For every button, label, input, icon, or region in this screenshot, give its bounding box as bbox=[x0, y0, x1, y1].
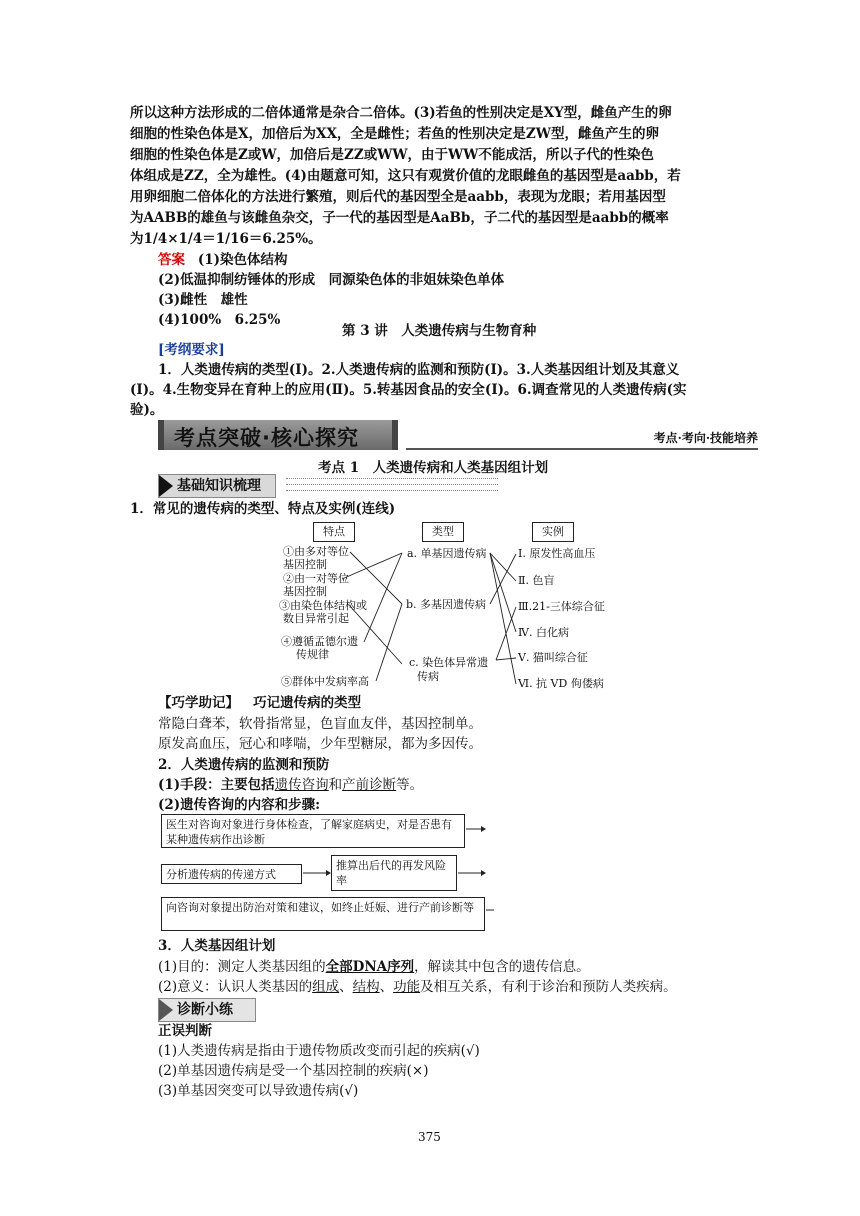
feature-2a: ②由一对等位 bbox=[283, 572, 349, 585]
header-types: 类型 bbox=[422, 522, 464, 542]
intro-line: 所以这种方法形成的二倍体通常是杂合二倍体。(3)若鱼的性别决定是XY型，雌鱼产生的卵 bbox=[130, 105, 672, 121]
exam-req-line: 1．人类遗传病的类型(Ⅰ)。2.人类遗传病的监测和预防(Ⅰ)。3.人类基因组计划及其意义 bbox=[158, 362, 680, 378]
header-features: 特点 bbox=[313, 522, 355, 542]
header-examples: 实例 bbox=[532, 522, 574, 542]
lecture-title: 第 3 讲 人类遗传病与生物育种 bbox=[342, 323, 537, 339]
text: 全部DNA序列 bbox=[325, 959, 415, 975]
type-c2: 传病 bbox=[417, 670, 439, 683]
exam-req-line: 验)。 bbox=[130, 402, 164, 418]
memo-verse-1: 常隐白聋苯，软骨指常显，色盲血友伴，基因控制单。 bbox=[158, 716, 482, 732]
text: (1)目的：测定人类基因组的 bbox=[158, 959, 326, 975]
flow-box-risk: 推算出后代的再发风险率 bbox=[331, 855, 457, 891]
text: 产前诊断 bbox=[342, 777, 397, 793]
tag-label: 诊断小练 bbox=[177, 1002, 233, 1018]
sec3-meaning bbox=[158, 977, 677, 997]
text: 功能 bbox=[393, 979, 421, 995]
flow-box-advice: 向咨询对象提出防治对策和建议，如终止妊娠、进行产前诊断等 bbox=[161, 897, 485, 931]
flow-box-diagnosis: 医生对咨询对象进行身体检查，了解家庭病史，对是否患有某种遗传病作出诊断 bbox=[161, 814, 465, 848]
answer-2: (2)低温抑制纺锤体的形成 同源染色体的非姐妹染色单体 bbox=[158, 272, 505, 288]
exam-req-line: (Ⅰ)。4.生物变异在育种上的应用(Ⅱ)。5.转基因食品的安全(Ⅰ)。6.调查常见的人类遗传病(实 bbox=[130, 382, 687, 398]
tag-label: 基础知识梳理 bbox=[177, 478, 261, 494]
feature-1a: ①由多对等位 bbox=[283, 545, 349, 558]
memo-verse-2: 原发高血压，冠心和哮喘，少年型糖尿，都为多因传。 bbox=[158, 736, 482, 752]
feature-3a: ③由染色体结构或 bbox=[279, 599, 367, 612]
memo-title: 巧记遗传病的类型 bbox=[253, 695, 362, 711]
example-1: Ⅰ. 原发性高血压 bbox=[518, 547, 596, 560]
sec2-title: 2．人类遗传病的监测和预防 bbox=[158, 757, 330, 773]
text: 和 bbox=[328, 777, 343, 793]
text: ，解读其中包含的遗传信息。 bbox=[414, 959, 590, 975]
intro-line: 为1/4×1/4＝1/16＝6.25%。 bbox=[130, 231, 322, 247]
memo-label: 【巧学助记】 bbox=[158, 695, 239, 711]
answer-4: (4)100% 6.25% bbox=[158, 312, 281, 328]
answer-1: (1)染色体结构 bbox=[197, 252, 288, 268]
example-2: Ⅱ. 色盲 bbox=[518, 574, 555, 587]
kaodian-title: 考点 1 人类遗传病和人类基因组计划 bbox=[318, 460, 549, 476]
type-b: b. 多基因遗传病 bbox=[406, 598, 487, 611]
example-6: Ⅵ. 抗 VD 佝偻病 bbox=[518, 677, 604, 690]
text: 等。 bbox=[396, 777, 424, 793]
text: 组成 bbox=[312, 979, 340, 995]
page-number: 375 bbox=[418, 1130, 441, 1144]
intro-line: 用卵细胞二倍体化的方法进行繁殖，则后代的基因型全是aabb，表现为龙眼；若用基因型 bbox=[130, 189, 666, 205]
example-5: Ⅴ. 猫叫综合征 bbox=[518, 651, 588, 664]
example-4: Ⅳ. 白化病 bbox=[518, 626, 569, 639]
text: (1)手段：主要包括 bbox=[158, 777, 275, 793]
intro-line: 体组成是ZZ，全为雄性。(4)由题意可知，这只有观赏价值的龙眼雌鱼的基因型是aabb，若 bbox=[130, 168, 681, 184]
intro-line: 为AABB的雄鱼与该雌鱼杂交，子一代的基因型是AaBb，子二代的基因型是aabb的概率 bbox=[130, 210, 669, 226]
feature-2b: 基因控制 bbox=[283, 585, 327, 598]
feature-1b: 基因控制 bbox=[283, 558, 327, 571]
sec3-title: 3．人类基因组计划 bbox=[158, 938, 276, 954]
type-a: a. 单基因遗传病 bbox=[407, 547, 487, 560]
sec3-purpose bbox=[158, 957, 590, 977]
banner-title: 考点突破·核心探究 bbox=[174, 426, 359, 450]
judge-q2: (2)单基因遗传病是受一个基因控制的疾病(×) bbox=[158, 1063, 429, 1079]
memo-line bbox=[158, 693, 361, 713]
sec2-steps: (2)遗传咨询的内容和步骤: bbox=[158, 797, 321, 813]
banner-subtitle: 考点·考向·技能培养 bbox=[653, 431, 758, 445]
type-c: c. 染色体异常遗 bbox=[409, 656, 489, 669]
text: 及相互关系，有利于诊治和预防人类疾病。 bbox=[420, 979, 677, 995]
arrow-icon bbox=[159, 999, 173, 1021]
text: 结构 bbox=[352, 979, 380, 995]
text: 、 bbox=[379, 979, 394, 995]
feature-4a: ④遵循孟德尔遗 bbox=[281, 635, 358, 648]
judge-title: 正误判断 bbox=[158, 1023, 212, 1039]
answer-label: 答案 bbox=[158, 252, 185, 268]
text: (2)意义：认识人类基因的 bbox=[158, 979, 313, 995]
sec2-means bbox=[158, 775, 423, 795]
example-3: Ⅲ.21-三体综合征 bbox=[518, 600, 605, 613]
intro-line: 细胞的性染色体是Z或W，加倍后是ZZ或WW，由于WW不能成活，所以子代的性染色 bbox=[130, 147, 654, 163]
judge-q3: (3)单基因突变可以导致遗传病(√) bbox=[158, 1083, 359, 1099]
feature-3b: 数目异常引起 bbox=[283, 612, 349, 625]
flow-box-analysis: 分析遗传病的传递方式 bbox=[161, 864, 302, 884]
judge-q1: (1)人类遗传病是指由于遗传物质改变而引起的疾病(√) bbox=[158, 1043, 480, 1059]
answer-3: (3)雌性 雄性 bbox=[158, 292, 248, 308]
sec1-title: 1．常见的遗传病的类型、特点及实例(连线) bbox=[130, 501, 396, 517]
text: 遗传咨询 bbox=[274, 777, 329, 793]
feature-5: ⑤群体中发病率高 bbox=[281, 675, 369, 688]
exam-requirements-label: [考纲要求] bbox=[158, 342, 225, 358]
intro-line: 细胞的性染色体是X，加倍后为XX，全是雌性；若鱼的性别决定是ZW型，雌鱼产生的卵 bbox=[130, 126, 659, 142]
diagnosis-practice-tag bbox=[158, 998, 256, 1022]
feature-4b: 传规律 bbox=[296, 648, 329, 661]
text: 、 bbox=[339, 979, 353, 995]
